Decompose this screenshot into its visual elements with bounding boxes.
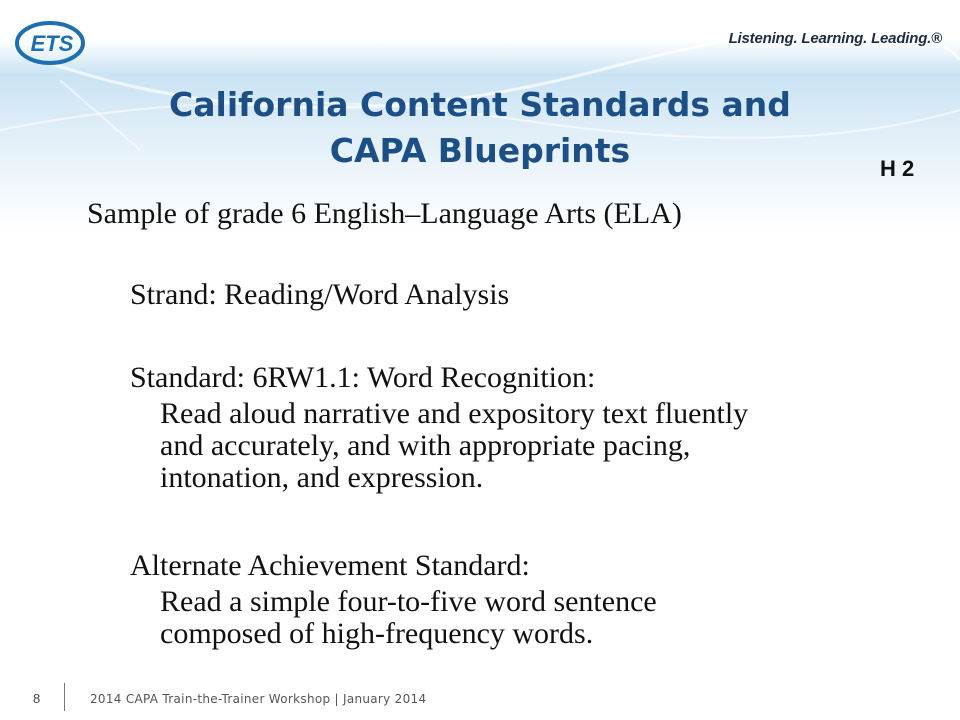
standard-label: Standard: 6RW1.1: Word Recognition: bbox=[130, 361, 596, 394]
footer-divider bbox=[64, 683, 65, 711]
standard-line: Read aloud narrative and expository text fluently bbox=[160, 397, 749, 430]
handout-badge: H 2 bbox=[880, 156, 915, 181]
standard-line: intonation, and expression. bbox=[160, 461, 484, 494]
lead-text: Sample of grade 6 English–Language Arts (ELA) bbox=[87, 197, 682, 230]
alternate-standard-description bbox=[160, 586, 920, 650]
footer-text: 2014 CAPA Train-the-Trainer Workshop | January 2014 bbox=[90, 692, 427, 706]
title-line-2: CAPA Blueprints bbox=[329, 131, 631, 170]
alternate-standard-label: Alternate Achievement Standard: bbox=[130, 549, 530, 582]
strand-text: Strand: Reading/Word Analysis bbox=[130, 278, 510, 311]
standard-description bbox=[160, 398, 920, 494]
page-number: 8 bbox=[33, 691, 41, 706]
ets-tagline: Listening. Learning. Leading.® bbox=[728, 30, 942, 47]
logo-text: ETS bbox=[30, 31, 74, 56]
ets-logo bbox=[14, 20, 90, 66]
page-title bbox=[70, 82, 890, 174]
standard-line: and accurately, and with appropriate pacing, bbox=[160, 429, 691, 462]
alternate-line: Read a simple four-to-five word sentence bbox=[160, 585, 657, 618]
alternate-line: composed of high-frequency words. bbox=[160, 617, 594, 650]
title-line-1: California Content Standards and bbox=[169, 85, 791, 124]
